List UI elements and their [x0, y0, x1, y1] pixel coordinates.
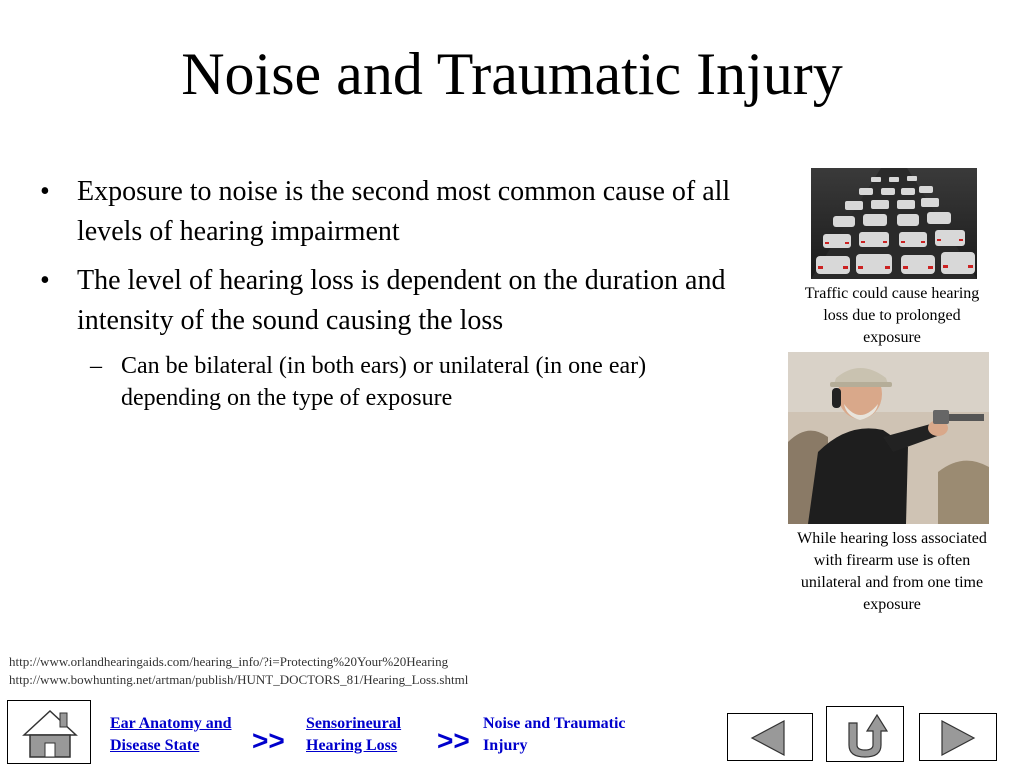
source-citations: [9, 653, 468, 689]
bullet-item: [40, 172, 740, 252]
sub-bullet-mark: –: [90, 353, 102, 379]
shooter-caption: While hearing loss associated with firearm use is often unilateral and from one time exposure: [797, 530, 987, 613]
breadcrumb-current: Noise and Traumatic Injury: [483, 715, 626, 754]
shooter-photo: [788, 352, 989, 524]
traffic-caption: Traffic could cause hearing loss due to prolonged exposure: [804, 285, 980, 346]
source-url[interactable]: http://www.orlandhearingaids.com/hearing_info/?i=Protecting%20Your%20Hearing: [9, 654, 449, 669]
back-arrow-icon: [728, 714, 814, 762]
bullet-mark: •: [40, 265, 50, 296]
return-button[interactable]: [826, 706, 904, 762]
bullet-item: [40, 261, 740, 341]
bullet-text: Exposure to noise is the second most common cause of all levels of hearing impairment: [77, 176, 731, 247]
home-icon: [8, 701, 92, 765]
breadcrumb-separator: >>: [437, 725, 470, 756]
source-url[interactable]: http://www.bowhunting.net/artman/publish/HUNT_DOCTORS_81/Hearing_Loss.shtml: [9, 672, 469, 687]
breadcrumb-separator: >>: [252, 725, 285, 756]
return-icon: [827, 707, 905, 763]
breadcrumb-link[interactable]: Ear Anatomy and Disease State: [110, 715, 232, 754]
traffic-photo: [811, 168, 977, 279]
bullet-mark: •: [40, 176, 50, 207]
forward-arrow-icon: [920, 714, 998, 762]
bullet-text: The level of hearing loss is dependent on the duration and intensity of the sound causing the loss: [77, 265, 726, 336]
previous-button[interactable]: [727, 713, 813, 761]
sub-bullet-text: Can be bilateral (in both ears) or unilateral (in one ear) depending on the type of exposure: [121, 353, 647, 411]
bullet-list: [40, 172, 740, 414]
breadcrumb-sensorineural[interactable]: [306, 713, 426, 757]
breadcrumb-ear-anatomy[interactable]: [110, 713, 255, 757]
home-button[interactable]: [7, 700, 91, 764]
slide-title: Noise and Traumatic Injury: [181, 41, 843, 107]
sub-bullet-item: [40, 350, 740, 414]
next-button[interactable]: [919, 713, 997, 761]
breadcrumb-link[interactable]: Sensorineural Hearing Loss: [306, 715, 402, 754]
